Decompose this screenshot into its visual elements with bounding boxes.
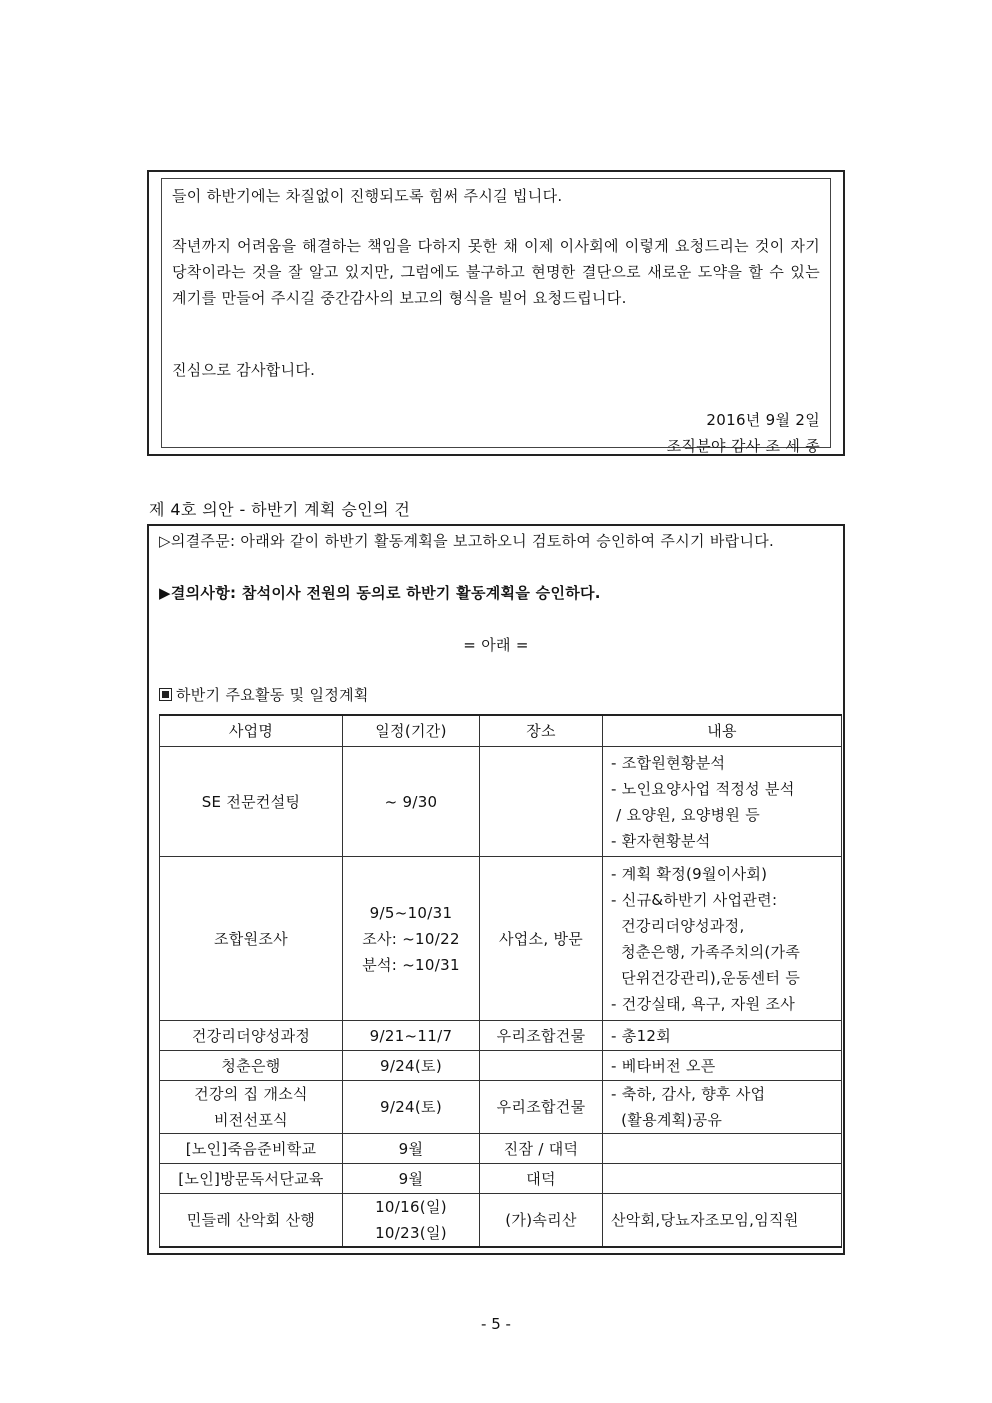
content-line: 건강리더양성과정, xyxy=(611,916,745,935)
content-line: - 노인요양사업 적정성 분석 xyxy=(611,779,795,798)
cell-content xyxy=(603,857,842,1021)
header-schedule: 일정(기간) xyxy=(343,715,480,747)
letter-date: 2016년 9월 2일 xyxy=(706,411,820,429)
cell-place: 대덕 xyxy=(480,1164,603,1194)
agenda-title: 제 4호 의안 - 하반기 계획 승인의 건 xyxy=(149,500,411,519)
cell-schedule: 9/24(토) xyxy=(343,1051,480,1081)
cell-name: 조합원조사 xyxy=(160,857,343,1021)
cell-name: [노인]방문독서단교육 xyxy=(160,1164,343,1194)
cell-name: 건강리더양성과정 xyxy=(160,1021,343,1051)
table-row xyxy=(160,1081,842,1134)
cell-schedule: 9/24(토) xyxy=(343,1081,480,1134)
cell-content xyxy=(603,1051,842,1081)
letter-closing: 진심으로 감사합니다. xyxy=(172,361,316,379)
cell-place: 우리조합건물 xyxy=(480,1021,603,1051)
page-number: - 5 - xyxy=(481,1315,511,1333)
cell-place: 사업소, 방문 xyxy=(480,857,603,1021)
content-line: - 건강실태, 욕구, 자원 조사 xyxy=(611,994,796,1013)
content-line: (활용계획)공유 xyxy=(611,1111,723,1129)
table-row xyxy=(160,1164,842,1194)
cell-content xyxy=(603,1081,842,1134)
header-name: 사업명 xyxy=(160,715,343,747)
table-row xyxy=(160,1134,842,1164)
content-line: / 요양원, 요양병원 등 xyxy=(611,805,761,824)
cell-schedule: 10/16(일) 10/23(일) xyxy=(343,1194,480,1248)
cell-name: 건강의 집 개소식 비전선포식 xyxy=(160,1081,343,1134)
letter-inner-frame xyxy=(161,178,831,455)
section-heading xyxy=(159,682,833,708)
content-line: - 환자현황분석 xyxy=(611,831,711,850)
table-row xyxy=(160,1021,842,1051)
letter-box xyxy=(147,170,845,456)
content-line: - 신규&하반기 사업관련: xyxy=(611,890,778,909)
table-header-row xyxy=(160,715,842,747)
resolution-text: ▶결의사항: 참석이사 전원의 동의로 하반기 활동계획을 승인하다. xyxy=(159,584,601,602)
cell-name: 민들레 산악회 산행 xyxy=(160,1194,343,1248)
section-title: 하반기 주요활동 및 일정계획 xyxy=(176,686,369,704)
table-row xyxy=(160,857,842,1021)
cell-schedule: ~ 9/30 xyxy=(343,747,480,857)
table-row xyxy=(160,747,842,857)
content-line: 산악회,당뇨자조모임,임직원 xyxy=(611,1211,799,1229)
cell-content xyxy=(603,1021,842,1051)
below-marker: = 아래 = xyxy=(463,636,529,654)
content-line: - 계획 확정(9월이사회) xyxy=(611,864,768,883)
cell-place: 진잠 / 대덕 xyxy=(480,1134,603,1164)
letter-paragraph: 작년까지 어려움을 해결하는 책임을 다하지 못한 채 이제 이사회에 이렇게 요청드리는 것이 자기당착이라는 것을 잘 알고 있지만, 그럼에도 불구하고 현명한 결단으로 새로운 도약을 할 수 있는 계기를 만들어 주시길 중간감사의 보고의 형식을 빌어 요청드립니다. xyxy=(172,237,820,307)
motion-text: ▷의결주문: 아래와 같이 하반기 활동계획을 보고하오니 검토하여 승인하여 주시기 바랍니다. xyxy=(159,532,775,550)
table-row xyxy=(160,1051,842,1081)
cell-content xyxy=(603,1164,842,1194)
cell-content xyxy=(603,747,842,857)
letter-signature: 조직분야 감사 조 세 종 xyxy=(666,437,820,455)
content-line: - 축하, 감사, 향후 사업 xyxy=(611,1085,766,1103)
cell-place: 우리조합건물 xyxy=(480,1081,603,1134)
cell-schedule: 9월 xyxy=(343,1164,480,1194)
table-row xyxy=(160,1194,842,1248)
cell-content xyxy=(603,1194,842,1248)
cell-place: (가)속리산 xyxy=(480,1194,603,1248)
schedule-table xyxy=(159,714,842,1248)
cell-place xyxy=(480,747,603,857)
letter-line1: 들이 하반기에는 차질없이 진행되도록 힘써 주시길 빕니다. xyxy=(172,187,563,205)
cell-schedule: 9/5~10/31 조사: ~10/22 분석: ~10/31 xyxy=(343,857,480,1021)
agenda-box xyxy=(147,524,845,1255)
cell-schedule: 9월 xyxy=(343,1134,480,1164)
cell-schedule: 9/21~11/7 xyxy=(343,1021,480,1051)
filled-square-icon xyxy=(159,688,172,701)
content-line: 청춘은행, 가족주치의(가족 xyxy=(611,942,801,961)
content-line: - 조합원현황분석 xyxy=(611,753,726,772)
cell-name: SE 전문컨설팅 xyxy=(160,747,343,857)
cell-content xyxy=(603,1134,842,1164)
cell-name: 청춘은행 xyxy=(160,1051,343,1081)
content-line: - 베타버전 오픈 xyxy=(611,1056,716,1075)
content-line: - 총12회 xyxy=(611,1026,672,1045)
header-place: 장소 xyxy=(480,715,603,747)
cell-name: [노인]죽음준비학교 xyxy=(160,1134,343,1164)
content-line: 단위건강관리),운동센터 등 xyxy=(611,968,801,987)
header-content: 내용 xyxy=(603,715,842,747)
cell-place xyxy=(480,1051,603,1081)
